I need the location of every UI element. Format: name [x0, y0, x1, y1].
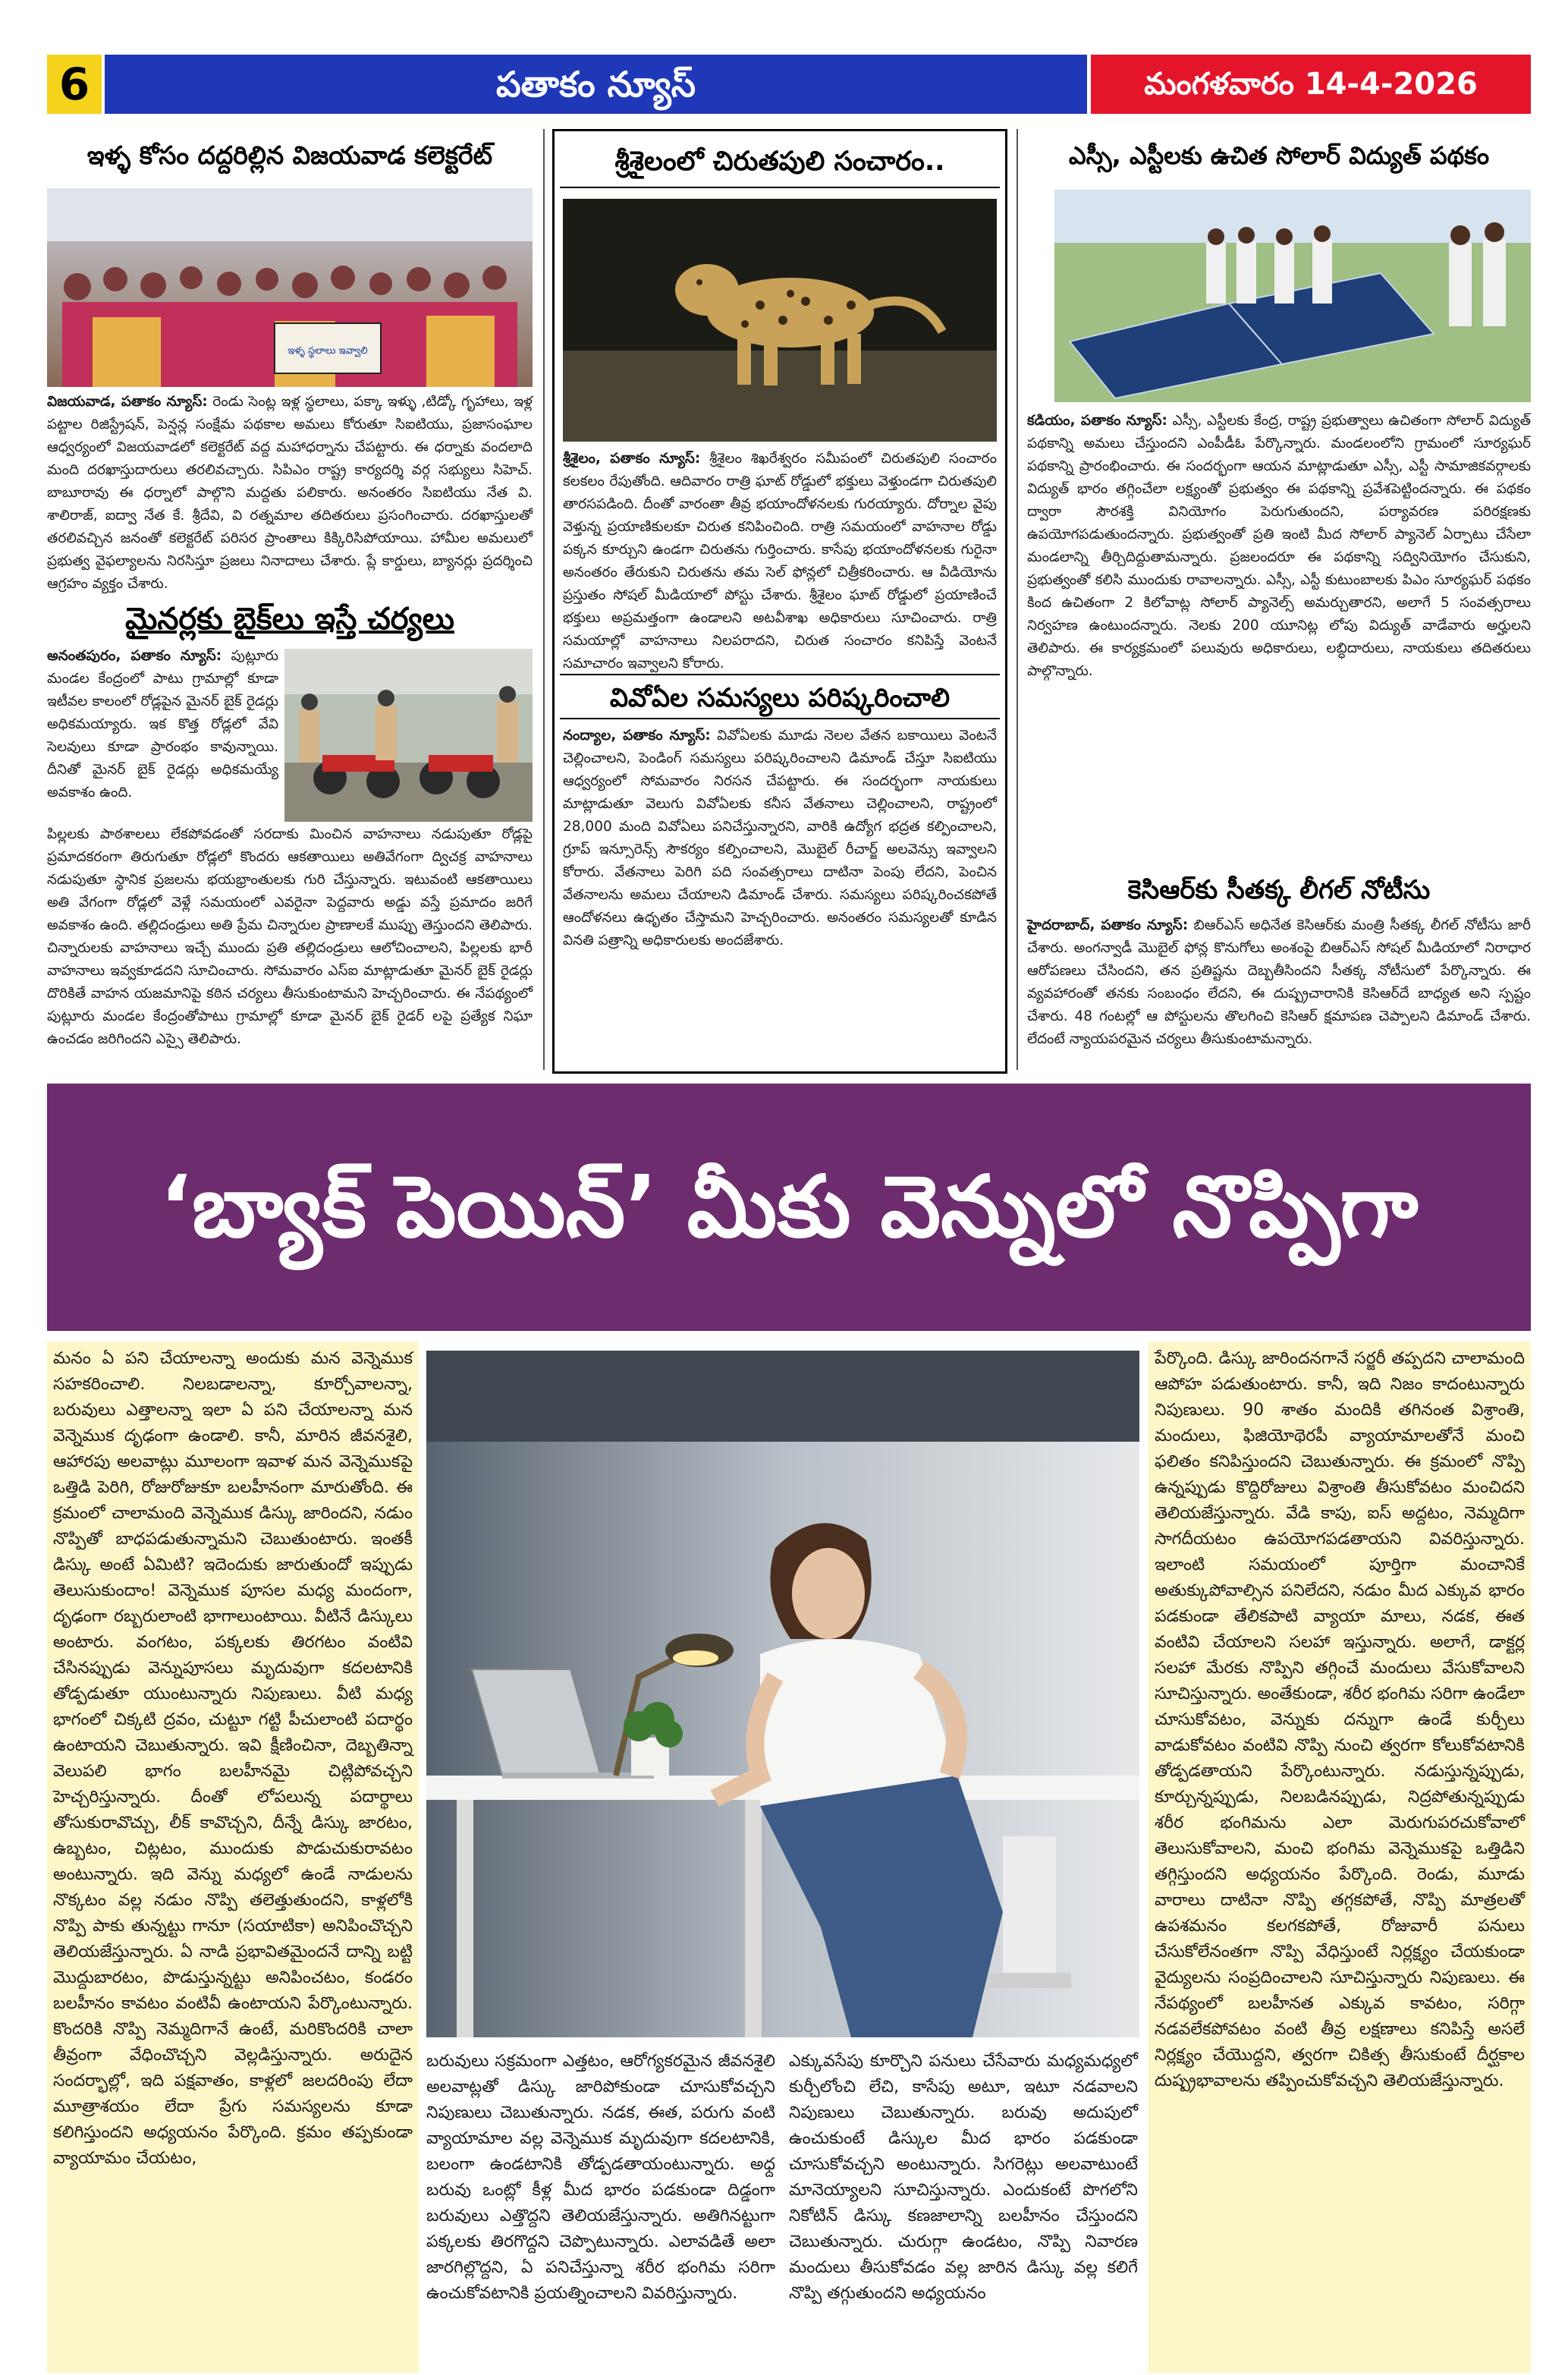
feature-col4: పేర్కొంది. డిస్కు జారిందనగానే సర్జరీ తప్పదని చాలామంది ఆపోహ పడుతుంటారు. కానీ, ఇది నిజం కాదంటున్నారు నిపుణులు. 90 శాతం మందికి తగినంత విశ్రాంతి, మందులు, ఫిజియోథెరపీ వ్యాయామాలతోనే మంచి ఫలితం కనిపిస్తుందని చెబుతున్నారు. ఈ క్రమంలో నొప్పి ఉన్నప్పుడు కొద్దిరోజులు విశ్రాంతి తీసుకోవటం మంచిదని తెలియజేస్తున్నారు. వేడి కాపు, ఐస్ అద్దటం, నెమ్మదిగా సాగదీయటం ఉపయోగపడతాయని వివరిస్తున్నారు. ఇలాంటి సమయంలో పూర్తిగా మంచానికే అతుక్కుపోవాల్సిన పనిలేదని, నడుం మీద ఎక్కువ భారం పడకుండా తేలికపాటి వ్యాయా మాలు, నడక, ఈత వంటివి చేయాలని సలహా ఇస్తున్నారు. అలాగే, డాక్టర్ల సలహా మేరకు నొప్పిని తగ్గించే మందులు వేసుకోవాలని సూచిస్తున్నారు. అంతేకుండా, శరీర భంగిమ సరిగా ఉండేలా చూసుకోవటం, వెన్నుకు దన్నుగా ఉండే కుర్చీలు వాడుకోవటం వంటివి నొప్పి నుంచి త్వరగా కోలుకోవటానికి తోడ్పడతాయని పేర్కొంటున్నారు. నడుస్తున్నప్పుడు, కూర్చున్నప్పుడు, నిలబడినప్పుడు, నిద్రపోతున్నప్పుడు శరీర భంగిమను ఎలా మెరుగుపరచుకోవాలో తెలుసుకోవాలని, మంచి భంగిమ వెన్నెముకపై ఒత్తిడిని తగ్గిస్తుందని అధ్యయనం పేర్కొంది. రెండు, మూడు వారాలు దాటినా నొప్పి తగ్గకపోతే, నొప్పి మాత్రలతో ఉపశమనం కలగకపోతే, రోజువారీ పనులు చేసుకోలేనంతగా నొప్పి వేధిస్తుంటే నిర్లక్ష్యం చేయకుండా వైద్యులను సంప్రదించాలని సూచిస్తున్నారు నిపుణులు. ఈ నేపథ్యంలో బలహీనత ఎక్కువ కావటం, సరిగ్గా నడవలేకపోవటం వంటి తీవ్ర లక్షణాలు కనిపిస్తే అసలే నిర్లక్ష్యం చేయొద్దని, త్వరగా చికిత్స తీసుకుంటే దీర్ఘకాల దుష్ప్రభావాలను తప్పించుకోవచ్చని తెలియజేస్తున్నారు.	[1149, 1342, 1531, 2373]
story3-dateline: శ్రీశైలం, పతాకం న్యూస్:	[563, 451, 701, 467]
protest-crowd-image	[47, 188, 533, 387]
story6-headline: కెసిఆర్‌కు సీతక్క లీగల్ నోటీసు	[1127, 875, 1431, 905]
leopard-image	[563, 199, 997, 442]
story6-body: బిఆర్ఎస్ అధినేత కెసిఆర్‌కు మంత్రి సీతక్క లీగల్ నోటీసు జారీ చేశారు. అంగన్వాడీ మొబైల్ ఫోన్ల కొనుగోలు అంశంపై బిఆర్ఎస్ సోషల్ మీడియాలో నిరాధార ఆరోపణలు చేసిందని, తన ప్రతిష్టను దెబ్బతీసిందని సీతక్క నోటీసులో పేర్కొన్నారు. ఈ వ్యవహారంతో తనకు సంబంధం లేదని, ఈ దుష్ప్రచారానికి కెసిఆర్‌దే బాధ్యత అని స్పష్టం చేశారు. 48 గంటల్లో ఆ పోస్టులను తొలగించి కెసిఆర్ క్షమాపణ చెప్పాలని డిమాండ్ చేశారు. లేదంటే న్యాయపరమైన చర్యలు తీసుకుంటామన్నారు.	[1027, 917, 1531, 1047]
feature-title: ‘బ్యాక్ పెయిన్’ మీకు వెన్నులో నొప్పిగా	[159, 1158, 1419, 1257]
story2-headline: మైనర్లకు బైక్‌లు ఇస్తే చర్యలు	[125, 602, 454, 637]
paper-name: పతాకం న్యూస్	[105, 55, 1087, 114]
page-number: 6	[47, 55, 102, 114]
back-pain-woman-image	[426, 1351, 1139, 2037]
story6-dateline: హైదరాబాద్, పతాకం న్యూస్:	[1027, 917, 1189, 933]
story5-photo	[1054, 190, 1531, 402]
story1-headline: ఇళ్ళ కోసం దద్దరిల్లిన విజయవాడ కలెక్టరేట్	[86, 140, 493, 170]
story2-dateline: అనంతపురం, పతాకం న్యూస్:	[47, 648, 222, 664]
story1-body: రెండు సెంట్ల ఇళ్ల స్థలాలు, పక్కా ఇళ్ళు ,టిడ్కో గృహాలు, ఇళ్ల పట్టాల రిజిస్ట్రేషన్, పెన్షన్ల సంక్షేమ పథకాల అమలు కోరుతూ సిఐటియు, ప్రజాసంఘాల ఆధ్వర్యంలో విజయవాడలో కలెక్టరేట్ వద్ద మహాధర్నాను చేపట్టారు. ఈ ధర్నాకు వందలాది మంది దరఖాస్తుదారులు తరలివచ్చారు. సిపిఎం రాష్ట్ర కార్యదర్శి వర్గ సభ్యులు సిహెచ్. బాబూరావు ఈ ధర్నాలో పాల్గొని మద్దతు పలికారు. అనంతరం సిఐటియు నేత వి. శాలిరాజ్, ఐద్వా నేత కే. శ్రీదేవి, వి రత్నమాల తదితరులు ప్రసంగించారు. దరఖాస్తులతో తరలివచ్చిన జనంతో కలెక్టరేట్ పరిసర ప్రాంతాలు కిక్కిరిసిపోయాయి. హామీల అమలులో ప్రభుత్వ వైఫల్యాలను నిరసిస్తూ ప్రజలు నినాదాలు చేశారు. ప్లే కార్డులు, బ్యానర్లు ప్రదర్శించి ఆగ్రహం వ్యక్తం చేశారు.	[47, 394, 533, 592]
feature-photo	[426, 1351, 1139, 2037]
story3-body: శ్రీశైలం శిఖరేశ్వరం సమీపంలో చిరుతపులి సంచారం కలకలం రేపుతోంది. ఆదివారం రాత్రి ఘాట్ రోడ్డులో భక్తులు వెళ్తుండగా చిరుతపులి తారసపడింది. దీంతో వారంతా తీవ్ర భయాందోళనలకు గురయ్యారు. దోర్నాల వైపు వెళ్తున్న ప్రయాణికులకూ చిరుత కనిపించింది. రాత్రి సమయంలో వాహనాల రోడ్డు పక్కన కూర్చుని ఉండగా చిరుతను గుర్తించారు. కాసేపు భయాందోళనలకు గురైనా అనంతరం తేరుకుని చిరుతను తమ సెల్ ఫోన్లలో చిత్రీకరించారు. ఆ వీడియోను ప్రస్తుతం సోషల్ మీడియాలో పోస్టు చేశారు. శ్రీశైలం ఘాట్ రోడ్డులో ప్రయాణించే భక్తులు అప్రమత్తంగా ఉండాలని అటవీశాఖ అధికారులు సూచించారు. రాత్రి సమయాల్లో వాహనాలు నిలపరాదని, చిరుత సంచారం కనిపిస్తే వెంటనే సమాచారం ఇవ్వాలని కోరారు.	[563, 451, 998, 672]
story5-headline: ఎస్సీ, ఎస్టీలకు ఉచిత సోలార్ విద్యుత్ పథకం	[1068, 141, 1490, 170]
story1-photo	[47, 188, 533, 387]
feature-col2: బరువులు సక్రమంగా ఎత్తటం, ఆరోగ్యకరమైన జీవనశైలి అలవాట్లతో డిస్కు జారిపోకుండా చూసుకోవచ్చని నిపుణులు చెబుతున్నారు. నడక, ఈత, పరుగు వంటి వ్యాయామాల వల్ల వెన్నెముక మృదువుగా కదలటానికి, బలంగా ఉండటానికి తోడ్పడతాయంటున్నారు. అధ్ద బరువు ఒంట్లో కీళ్ల మీద భారం పడకుండా దిడ్డంగా బరువులు ఎత్తొద్దని తెలియజేస్తున్నారు. అతిగినట్టుగా పక్కలకు తిరగొద్దని చెప్పొటున్నారు. ఎలావడితే అలా జారగిల్లొద్దని, ఏ పనిచేస్తున్నా శరీర భంగిమ సరిగా ఉంచుకోవటానికి ప్రయత్నించాలని వివరిస్తున్నారు.	[426, 2052, 775, 2303]
story5-body: ఎస్సీ, ఎస్టీలకు కేంద్ర, రాష్ట్ర ప్రభుత్వాలు ఉచితంగా సోలార్ విద్యుత్ పథకాన్ని అమలు చేస్తుందని ఎంపీడీఓ పేర్కొన్నారు. మండలంలోని గ్రామంలో సూర్యఘర్ పథకాన్ని ప్రారంభించారు. ఈ సందర్భంగా ఆయన మాట్లాడుతూ ఎస్సీ, ఎస్టీ సామాజికవర్గాలకు విద్యుత్ భారం తగ్గించేలా లక్ష్యంతో ప్రభుత్వం ఈ పథకాన్ని ప్రవేశపెట్టిందన్నారు. ఈ పథకం ద్వారా సౌరశక్తి వినియోగం పెరుగుతుందని, పర్యావరణ పరిరక్షణకు ఉపయోగపడుతుందన్నారు. ప్రభుత్వంతో ప్రతి ఇంటి మీద సోలార్ ప్యానెల్ ఏర్పాటు చేసేలా మండలాన్ని తీర్చిదిద్దుతామన్నారు. ప్రజలందరూ ఈ పథకాన్ని సద్వినియోగం చేసుకుని, ప్రభుత్వంతో కలిసి ముందుకు రావాలన్నారు. ఎస్సీ, ఎస్టీ కుటుంబాలకు పిఎం సూర్యఘర్ పథకం కింద ఉచితంగా 2 కిలోవాట్ల సోలార్ ప్యానెల్స్ అమర్చుతారని, అలాగే 5 సంవత్సరాలు నిర్వహణ ఉంటుందన్నారు. నెలకు 200 యూనిట్ల లోపు విద్యుత్ వాడేవారు అర్హులని తెలిపారు. ఈ కార్యక్రమంలో పలువురు అధికారులు, లబ్ధిదారులు, నాయకులు తదితరులు పాల్గొన్నారు.	[1027, 413, 1531, 679]
feature-col3: ఎక్కువసేపు కూర్చొని పనులు చేసేవారు మధ్యమధ్యలో కుర్చీలోంచి లేచి, కాసేపు అటూ, ఇటూ నడవాలని నిపుణులు చెబుతున్నారు. బరువు అదుపులో ఉంచుకుంటే డిస్కుల మీద భారం పడకుండా చూసుకోవచ్చని అంటున్నారు. సిగరెట్లు అలవాటుంటే మానెయ్యాలని సూచిస్తున్నారు. ఎందుకంటే పొగలోని నికోటిన్ డిస్కు కణజాలాన్ని బలహీనం చేస్తుందని చెబుతున్నారు. చురుగ్గా ఉండటం, నొప్పి నివారణ మందులు తీసుకోవడం వల్ల జారిన డిస్కు వల్ల కలిగే నొప్పి తగ్గుతుందని అధ్యయనం	[789, 2052, 1138, 2303]
story2-body: పిల్లలకు పాఠశాలలు లేకపోవడంతో సరదాకు మించిన వాహనాలు నడుపుతూ రోడ్లపై ప్రమాదకరంగా తిరుగుతూ రోడ్లలో కొందరు ఆకతాయిలు అతివేగంగా ద్విచక్ర వాహనాలు నడుపుతూ స్థానిక ప్రజలను భయభ్రాంతులకు గురి చేస్తున్నారు. ఇటువంటి ఆకతాయిలు అతి వేగంగా రోడ్లలో వెళ్లే సమయంలో ఎవరైనా పెద్దవారు అడ్డు వస్తే ప్రమాదం జరిగే అవకాశం ఉంది. తల్లిదండ్రులు అతి ప్రేమ చిన్నారుల ప్రాణాలకే ముప్పు తెస్తుందని తెలిపారు. చిన్నారులకు వాహనాలు ఇచ్చే ముందు ప్రతి తల్లిదండ్రులు ఆలోచించాలని, పిల్లలకు భారీ వాహనాలు ఇవ్వకూడదని సూచించారు. సోమవారం ఎస్ఐ మాట్లాడుతూ మైనర్ బైక్ రైడర్లు దొరికితే వాహన యజమానిపై కఠిన చర్యలు తీసుకుంటామని హెచ్చరించారు. ఈ నేపథ్యంలో పుట్లూరు మండల కేంద్రంతోపాటు గ్రామాల్లో కూడా మైనర్ బైక్ రైడర్ లపై ప్రత్యేక నిఘా ఉంచడం జరిగిందని ఎస్సై తెలిపారు.	[47, 826, 533, 1047]
story1-dateline: విజయవాడ, పతాకం న్యూస్:	[47, 394, 208, 410]
story2-body-top: పుట్లూరు మండల కేంద్రంలో పాటు గ్రామాల్లో కూడా ఇటీవల కాలంలో రోడ్లపైన మైనర్ బైక్ రైడర్లు అధికమయ్యారు. ఇక కొత్త రోడ్లలో వేవి సెలవులు కూడా ప్రారంభం కావున్నాయి. దీనితో మైనర్ బైక్ రైడర్లు అధికమయ్యే అవకాశం ఉంది.	[47, 648, 278, 801]
story3-photo	[563, 199, 997, 442]
story4-headline: వివోఏల సమస్యలు పరిష్కరించాలి	[560, 674, 1000, 719]
placard-text: ఇళ్ళ స్థలాలు ఇవ్వాలి	[288, 345, 368, 357]
column-divider	[1017, 129, 1018, 1070]
feature-banner	[47, 1084, 1531, 1331]
issue-date: మంగళవారం 14-4-2026	[1091, 55, 1531, 114]
story5-dateline: కడియం, పతాకం న్యూస్:	[1027, 413, 1167, 429]
story3-headline: శ్రీశైలంలో చిరుతపులి సంచారం..	[560, 135, 1000, 188]
story4-body: వివోఏలకు మూడు నెలల వేతన బకాయిలు వెంటనే చెల్లించాలని, పెండింగ్ సమస్యలు పరిష్కరించాలని డిమాండ్ చేస్తూ సిఐటియు ఆధ్వర్యంలో సోమవారం నిరసన చేపట్టారు. ఈ సందర్భంగా నాయకులు మాట్లాడుతూ వెలుగు వివోఏలకు కనీస వేతనాలు చెల్లించాలని, రాష్ట్రంలో 28,000 మంది వివోఏలు పనిచేస్తున్నారని, వారికి ఉద్యోగ భద్రత కల్పించాలని, గ్రూప్ ఇన్సూరెన్స్ సౌకర్యం కల్పించాలని, మొబైల్ రీచార్జ్ అలవెన్సు ఇవ్వాలని కోరారు. వేతనాలు పెరిగి పది సంవత్సరాలు దాటినా పెంపు లేదని, పెంచిన వేతనాలను అమలు చేయాలని డిమాండ్ చేశారు. సమస్యలు పరిష్కరించకపోతే ఆందోళనలు ఉధృతం చేస్తామని హెచ్చరించారు. అనంతరం సమస్యలతో కూడిన వినతి పత్రాన్ని అధికారులకు అందజేశారు.	[563, 728, 997, 948]
story2-photo	[284, 649, 533, 822]
solar-panel-image	[1054, 190, 1531, 402]
police-bikes-image	[284, 649, 533, 822]
column-divider	[543, 129, 545, 1070]
story4-dateline: నంద్యాల, పతాకం న్యూస్:	[563, 728, 711, 744]
feature-col1: మనం ఏ పని చేయాలన్నా అందుకు మన వెన్నెముక సహకరించాలి. నిలబడాలన్నా, కూర్చోవాలన్నా, బరువులు ఎత్తాలన్నా ఇలా ఏ పని చేయాలన్నా మన వెన్నెముక దృఢంగా ఉండాలి. కానీ, మారిన జీవనశైలి, ఆహారపు అలవాట్లు మూలంగా ఇవాళ మన వెన్నెముకపై ఒత్తిడి పెరిగి, రోజురోజుకూ బలహీనంగా మారుతోంది. ఈ క్రమంలో చాలామంది వెన్నెముక డిస్కు జారిందని, నడుం నొప్పితో బాధపడుతున్నామని చెబుతుంటారు. ఇంతకీ డిస్కు అంటే ఏమిటి? ఇదెందుకు జారుతుందో ఇప్పుడు తెలుసుకుందాం! వెన్నెముక పూసల మధ్య మందంగా, దృఢంగా రబ్బరులాంటి భాగాలుంటాయి. వీటినే డిస్కులు అంటారు. వంగటం, పక్కలకు తిరగటం వంటివి చేసినప్పుడు వెన్నుపూసలు మృదువుగా కదలటానికి తోడ్పడుతూ యుంటున్నారు నిపుణులు. వీటి మధ్య భాగంలో చిక్కటి ద్రవం, చుట్టూ గట్టి పీచులాంటి పదార్థం ఉంటాయని చెబుతున్నారు. ఇవి క్షీణించినా, దెబ్బతిన్నా వెలుపలి భాగం బలహీనమై చిట్లిపోవచ్చని హెచ్చరిస్తున్నారు. దీంతో లోపలున్న పదార్థాలు తోసుకురావొచ్చు, లీక్ కావొచ్చని, దీన్నే డిస్కు జారటం, ఉబ్బటం, చిట్లటం, ముందుకు పొడుచుకురావటం అంటున్నారు. ఇది వెన్ను మధ్యలో ఉండే నాడులను నొక్కటం వల్ల నడుం నొప్పి తలెత్తుతుందని, కాళ్లలోకి నొప్పి పాకు తున్నట్టు గానూ (సయాటికా) అనిపించొచ్చని తెలియజేస్తున్నారు. ఏ నాడి ప్రభావితమైందనే దాన్ని బట్టి మొద్దుబారటం, పొడుస్తున్నట్టు అనిపించటం, కండరం బలహీనం కావటం వంటివీ ఉంటాయని పేర్కొంటున్నారు. కొందరికి నొప్పి నెమ్మదిగానే ఉంటే, మరికొందరికి చాలా తీవ్రంగా వేధించొచ్చని వెల్లడిస్తున్నారు. అరుదైన సందర్భాల్లో, ఇది పక్షవాతం, కాళ్లలో జలదరింపు లేదా మూత్రాశయం లేదా ప్రేగు సమస్యలను కూడా కలిగిస్తుందని అధ్యయనం పేర్కొంది. క్రమం తప్పకుండా వ్యాయామం చేయటం,	[47, 1342, 419, 2373]
